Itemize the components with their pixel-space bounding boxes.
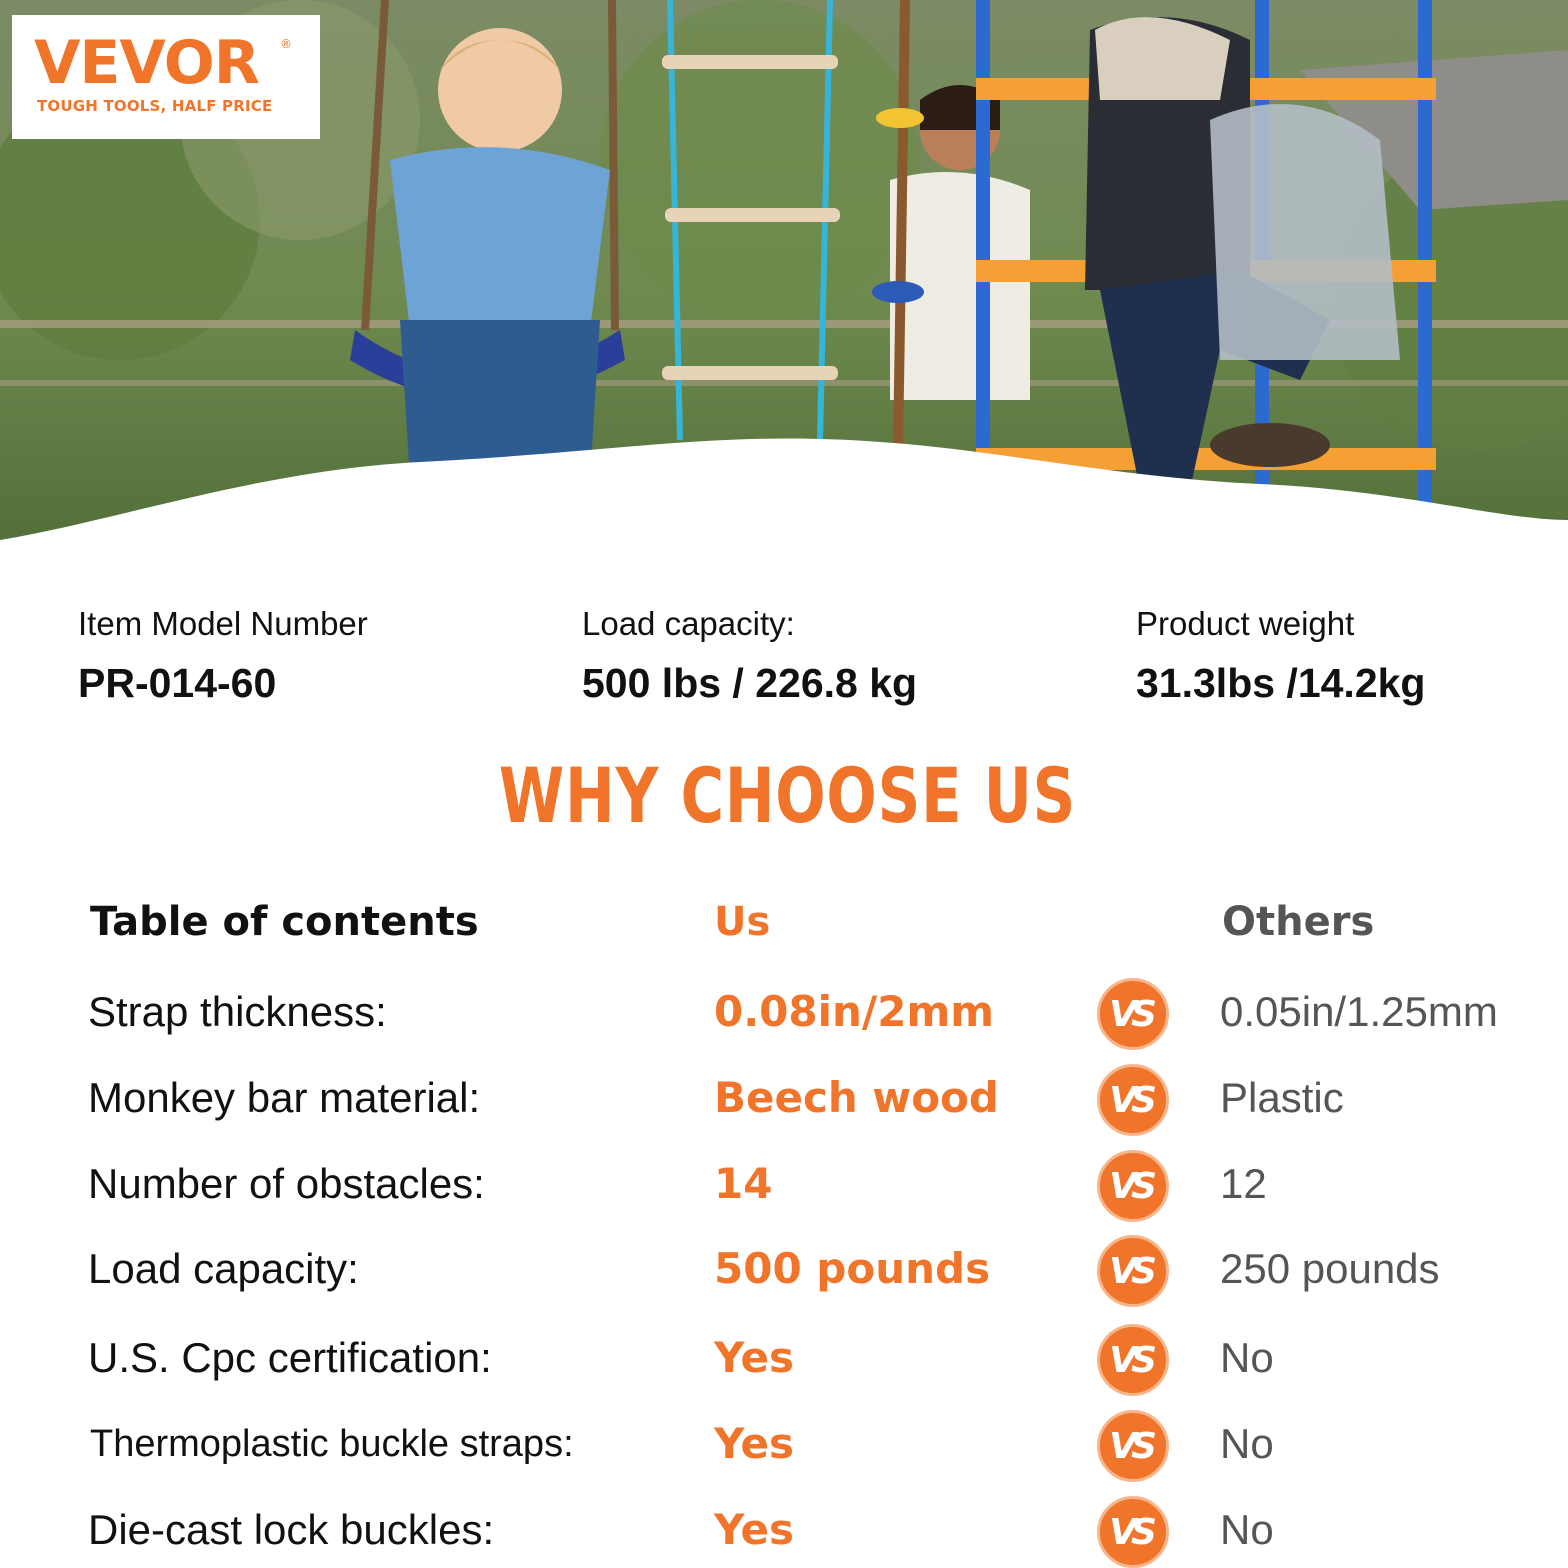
others-value: No [1220, 1420, 1274, 1467]
feature-label: U.S. Cpc certification: [88, 1334, 492, 1381]
us-value: 500 pounds [714, 1244, 991, 1293]
header-us: Us [714, 899, 771, 945]
spec-model-number [78, 604, 368, 708]
brand-logo [12, 15, 320, 139]
feature-label: Load capacity: [88, 1245, 359, 1292]
us-value: Yes [714, 1419, 795, 1468]
us-value: Beech wood [714, 1073, 999, 1122]
others-value: Plastic [1220, 1074, 1344, 1121]
feature-label: Monkey bar material: [88, 1074, 481, 1121]
vs-label: VS [1109, 1165, 1151, 1207]
header-contents: Table of contents [90, 899, 479, 945]
table-row [0, 1416, 1568, 1486]
table-row [0, 1070, 1568, 1140]
vs-badge-icon [1097, 978, 1169, 1050]
others-value: 250 pounds [1220, 1245, 1440, 1292]
registered-mark: ® [280, 37, 292, 51]
table-row [0, 1156, 1568, 1226]
vs-badge-icon [1097, 1064, 1169, 1136]
spec-label: Load capacity: [582, 605, 795, 642]
brand-tagline: TOUGH TOOLS, HALF PRICE [37, 97, 273, 115]
vs-badge-icon [1097, 1324, 1169, 1396]
vs-label: VS [1109, 1425, 1151, 1467]
hero-photo [0, 0, 1568, 590]
table-row [0, 1502, 1568, 1568]
table-row [0, 984, 1568, 1054]
us-value: Yes [714, 1505, 795, 1554]
vs-badge-icon [1097, 1410, 1169, 1482]
spec-value: 500 lbs / 226.8 kg [582, 660, 918, 706]
vs-badge-icon [1097, 1496, 1169, 1568]
us-value: Yes [714, 1333, 795, 1382]
why-choose-us-heading: WHY CHOOSE US [498, 751, 1077, 840]
vs-label: VS [1109, 1250, 1151, 1292]
spec-product-weight [1136, 604, 1425, 708]
vs-label: VS [1109, 1079, 1151, 1121]
spec-label: Item Model Number [78, 605, 368, 642]
vs-label: VS [1109, 1339, 1151, 1381]
feature-label: Die-cast lock buckles: [88, 1506, 495, 1553]
vs-badge-icon [1097, 1235, 1169, 1307]
table-row [0, 1241, 1568, 1311]
brand-name: VEVOR [34, 28, 260, 98]
vs-label: VS [1109, 993, 1151, 1035]
header-others: Others [1222, 899, 1375, 945]
table-row [0, 1330, 1568, 1400]
others-value: No [1220, 1334, 1274, 1381]
feature-label: Strap thickness: [88, 988, 387, 1035]
others-value: No [1220, 1506, 1274, 1553]
us-value: 14 [714, 1159, 773, 1208]
vs-label: VS [1109, 1511, 1151, 1553]
vs-badge-icon [1097, 1150, 1169, 1222]
feature-label: Number of obstacles: [88, 1160, 485, 1207]
spec-load-capacity [582, 604, 917, 708]
us-value: 0.08in/2mm [714, 987, 995, 1036]
others-value: 12 [1220, 1160, 1267, 1207]
spec-value: 31.3lbs /14.2kg [1136, 660, 1426, 706]
spec-label: Product weight [1136, 605, 1355, 642]
others-value: 0.05in/1.25mm [1220, 988, 1498, 1035]
spec-value: PR-014-60 [78, 660, 277, 706]
feature-label: Thermoplastic buckle straps: [90, 1423, 574, 1465]
